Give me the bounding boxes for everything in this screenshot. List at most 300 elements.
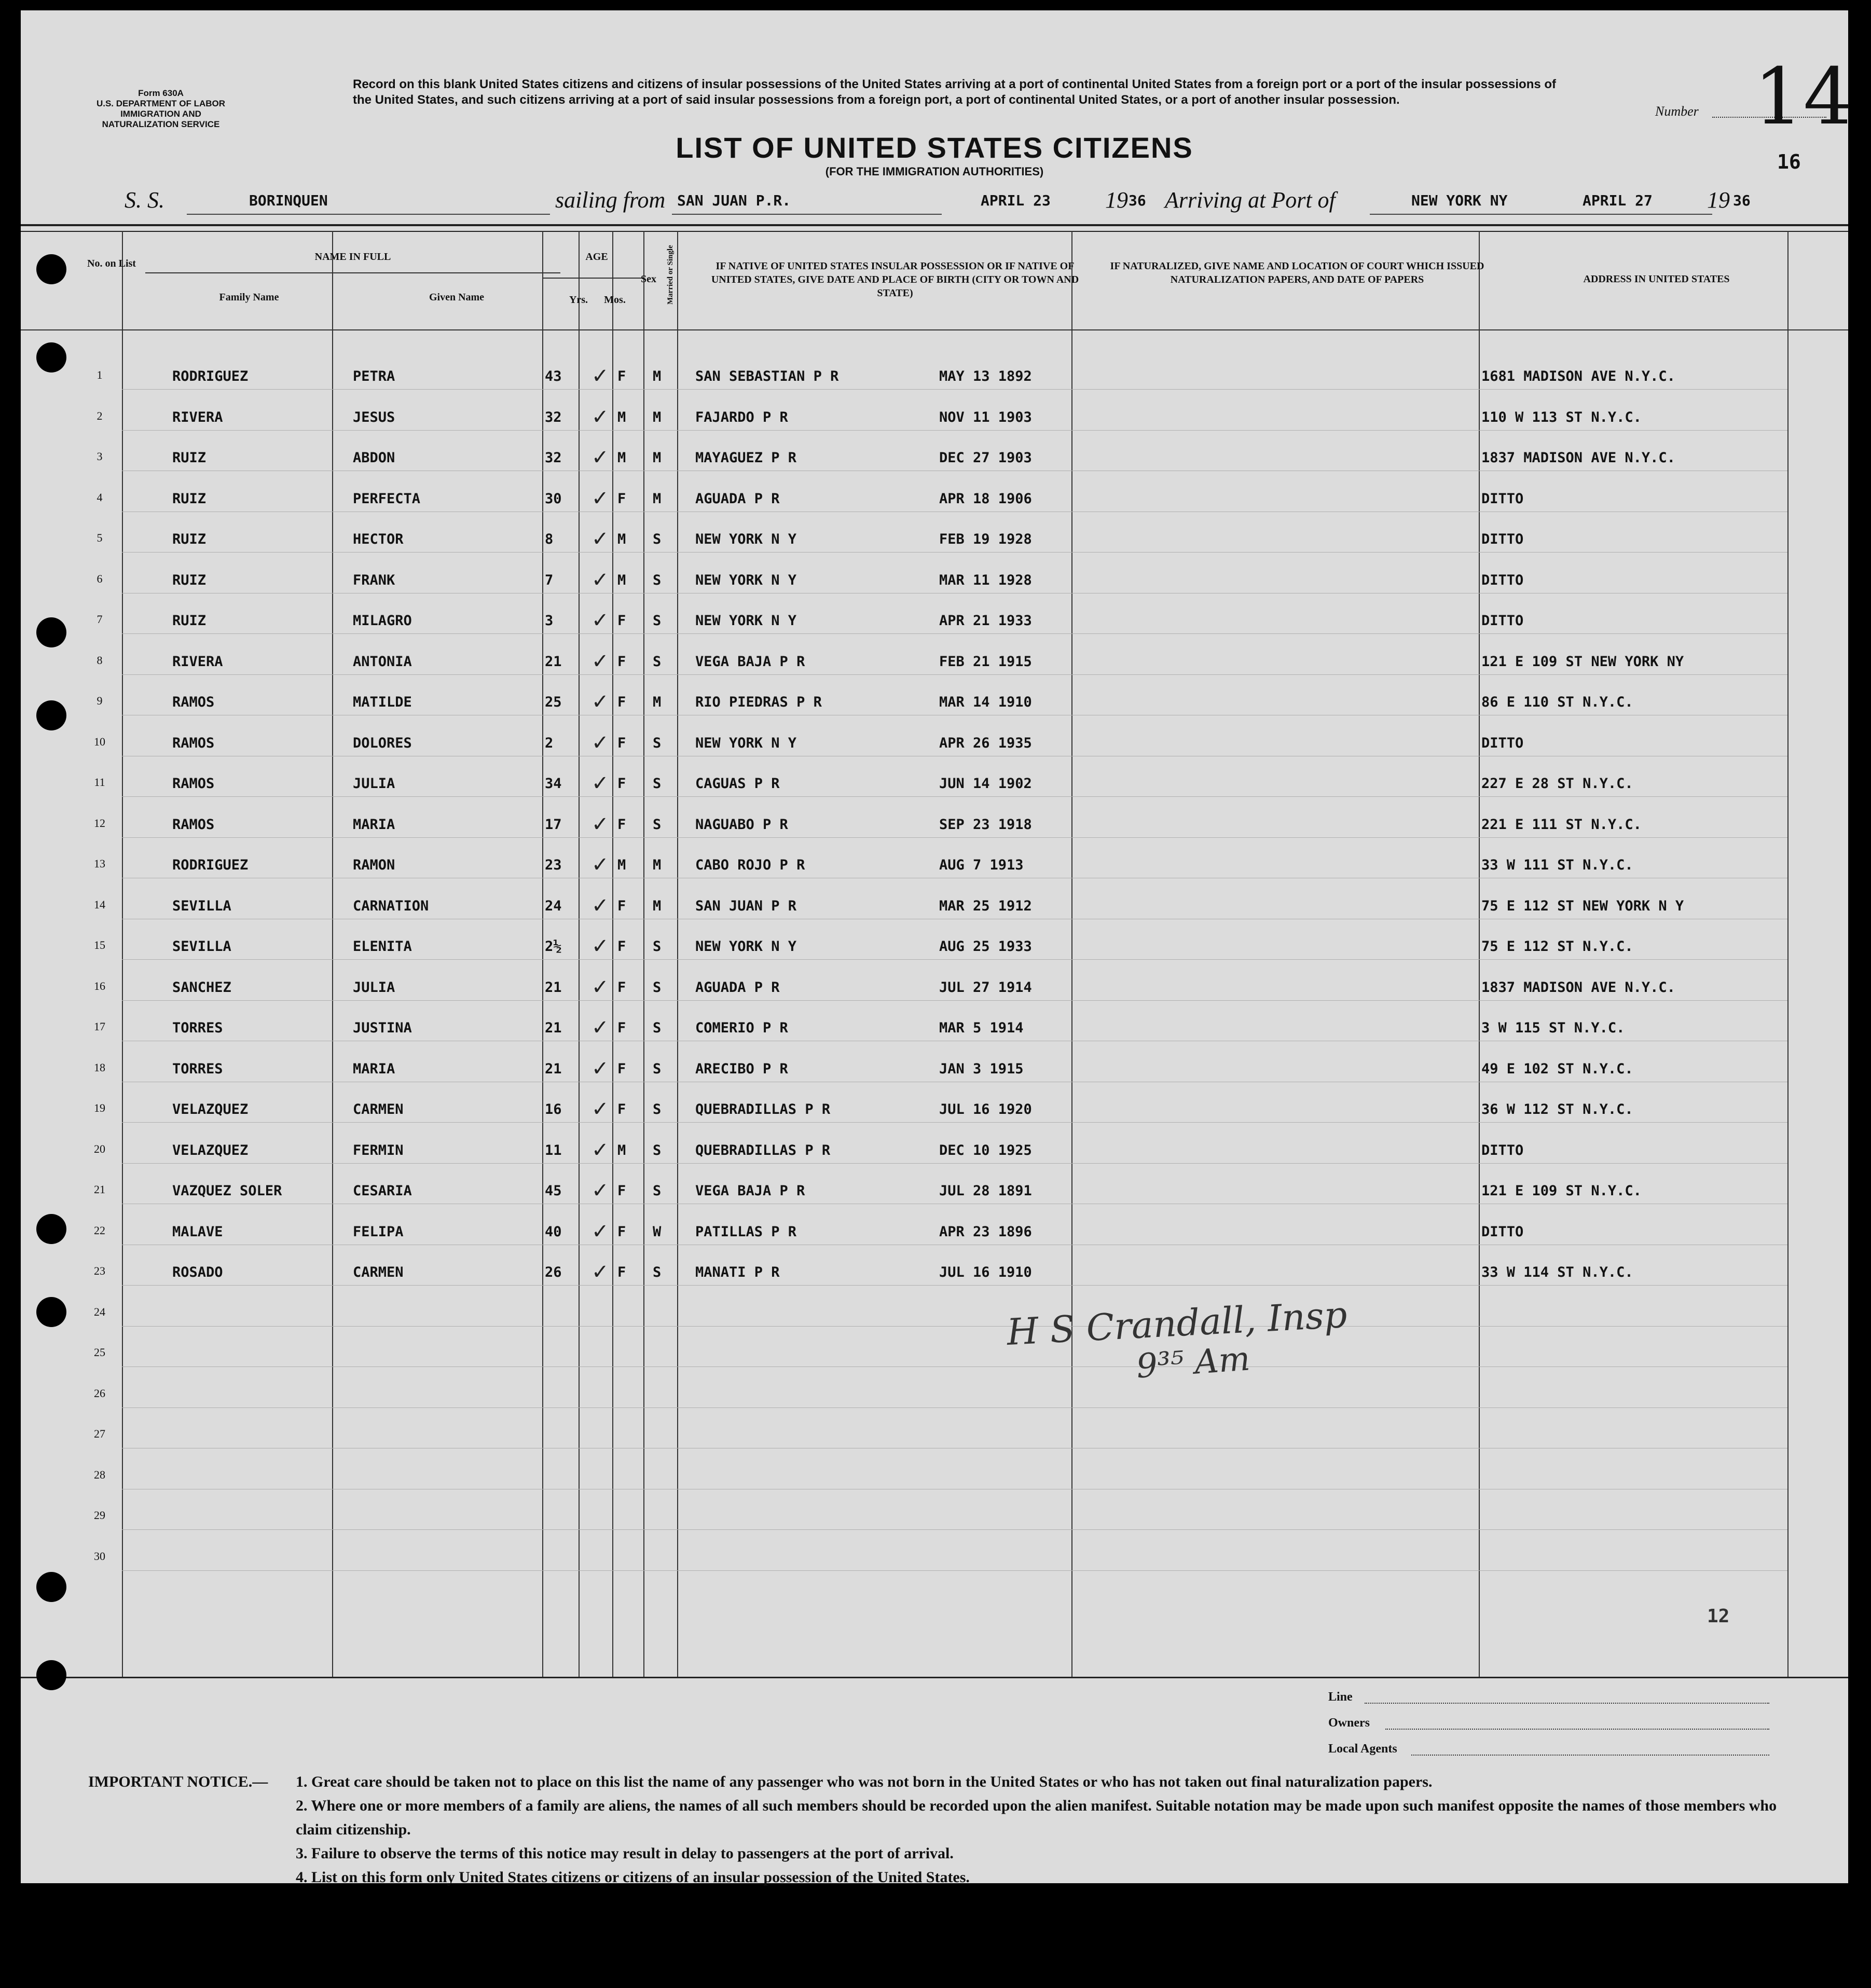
cell-sex: F xyxy=(617,938,626,955)
col-birth-header: IF NATIVE OF UNITED STATES INSULAR POSSESSION OR IF NATIVE OF UNITED STATES, GIVE DATE AND PLACE OF BIRTH (CITY OR TOWN AND STATE) xyxy=(711,260,1079,299)
check-mark: ✓ xyxy=(591,649,609,673)
service-line-1: IMMIGRATION AND xyxy=(120,109,201,119)
cell-sex: F xyxy=(617,1183,626,1199)
cell-date: SEP 23 1918 xyxy=(939,816,1032,833)
row-rule xyxy=(122,1366,1787,1367)
cell-ms: S xyxy=(653,1020,662,1036)
column-rule xyxy=(579,231,580,1678)
row-rule xyxy=(122,1570,1787,1571)
owners-field xyxy=(1385,1729,1769,1730)
notice-item-1: 1. Great care should be taken not to place on this list the name of any passenger who was not born in the United States or who has not taken out final naturalization papers. xyxy=(296,1773,1433,1790)
cell-address: DITTO xyxy=(1481,1223,1524,1240)
cell-given: ELENITA xyxy=(353,938,412,955)
cell-age: 23 xyxy=(545,857,562,873)
cell-address: 121 E 109 ST N.Y.C. xyxy=(1481,1183,1642,1199)
cell-sex: F xyxy=(617,1223,626,1240)
row-number: 23 xyxy=(94,1264,105,1277)
punch-hole xyxy=(36,1214,66,1244)
cell-place: NEW YORK N Y xyxy=(695,735,797,751)
column-rule xyxy=(1479,231,1480,1678)
cell-family: SEVILLA xyxy=(172,938,231,955)
arriving-label: Arriving at Port of xyxy=(1165,187,1336,213)
col-name-header: NAME IN FULL xyxy=(314,251,391,263)
column-rule xyxy=(643,231,644,1678)
check-mark: ✓ xyxy=(591,364,609,388)
row-number: 20 xyxy=(94,1142,105,1155)
cell-given: MARIA xyxy=(353,1060,395,1077)
cell-sex: M xyxy=(617,1142,626,1158)
cell-address: DITTO xyxy=(1481,735,1524,751)
cell-address: 227 E 28 ST N.Y.C. xyxy=(1481,776,1633,792)
cell-given: JULIA xyxy=(353,776,395,792)
row-rule xyxy=(122,1163,1787,1164)
cell-place: NEW YORK N Y xyxy=(695,613,797,629)
cell-age: 30 xyxy=(545,490,562,507)
cell-ms: S xyxy=(653,1101,662,1117)
owners-label: Owners xyxy=(1328,1716,1370,1730)
page-title: LIST OF UNITED STATES CITIZENS xyxy=(676,131,1193,164)
cell-place: MANATI P R xyxy=(695,1264,780,1280)
cell-sex: M xyxy=(617,857,626,873)
cell-given: CESARIA xyxy=(353,1183,412,1199)
row-number: 15 xyxy=(94,938,105,951)
cell-ms: S xyxy=(653,776,662,792)
cell-age: 2 xyxy=(545,735,554,751)
local-agents-field xyxy=(1411,1755,1769,1756)
cell-place: NEW YORK N Y xyxy=(695,531,797,547)
row-rule xyxy=(122,1407,1787,1408)
cell-ms: S xyxy=(653,1060,662,1077)
check-mark: ✓ xyxy=(591,934,609,958)
row-number: 19 xyxy=(94,1101,105,1114)
cell-address: 36 W 112 ST N.Y.C. xyxy=(1481,1101,1633,1117)
cell-ms: S xyxy=(653,653,662,670)
col-yrs-header: Yrs. xyxy=(569,294,588,306)
cell-family: RODRIGUEZ xyxy=(172,368,249,384)
cell-ms: S xyxy=(653,531,662,547)
row-number: 8 xyxy=(97,653,103,667)
cell-ms: M xyxy=(653,694,662,710)
notice-item-2: 2. Where one or more members of a family are aliens, the names of all such members should be recorded upon the alien manifest. Suitable notation may be made upon such manifest opposite the names of those members who claim citizenship. xyxy=(296,1797,1777,1838)
cell-ms: M xyxy=(653,490,662,507)
cell-date: MAR 25 1912 xyxy=(939,898,1032,914)
cell-age: 24 xyxy=(545,898,562,914)
cell-date: APR 23 1896 xyxy=(939,1223,1032,1240)
cell-sex: F xyxy=(617,776,626,792)
cell-age: 25 xyxy=(545,694,562,710)
col-given-header: Given Name xyxy=(429,292,485,303)
cell-age: 7 xyxy=(545,572,554,588)
cell-family: RAMOS xyxy=(172,694,215,710)
col-sex-header: Sex xyxy=(641,273,656,285)
row-number: 25 xyxy=(94,1346,105,1359)
notice-items xyxy=(296,1770,1800,1889)
cell-date: FEB 19 1928 xyxy=(939,531,1032,547)
check-mark: ✓ xyxy=(591,1056,609,1081)
arrival-date: APRIL 27 xyxy=(1583,192,1653,209)
row-rule xyxy=(122,1326,1787,1327)
arrival-port: NEW YORK NY xyxy=(1411,192,1508,209)
col-no-header: No. on List xyxy=(87,258,136,269)
cell-family: RUIZ xyxy=(172,490,207,507)
row-rule xyxy=(122,1285,1787,1286)
cell-place: ARECIBO P R xyxy=(695,1060,788,1077)
check-mark: ✓ xyxy=(591,1219,609,1244)
cell-date: AUG 25 1933 xyxy=(939,938,1032,955)
row-number: 28 xyxy=(94,1468,105,1481)
cell-date: AUG 7 1913 xyxy=(939,857,1024,873)
cell-sex: F xyxy=(617,1020,626,1036)
cell-date: NOV 11 1903 xyxy=(939,409,1032,425)
cell-sex: F xyxy=(617,816,626,833)
cell-address: DITTO xyxy=(1481,613,1524,629)
cell-family: MALAVE xyxy=(172,1223,223,1240)
cell-family: RUIZ xyxy=(172,531,207,547)
cell-address: 33 W 114 ST N.Y.C. xyxy=(1481,1264,1633,1280)
cell-date: DEC 27 1903 xyxy=(939,450,1032,466)
handwritten-number: 14 xyxy=(1754,52,1853,142)
row-number: 13 xyxy=(94,857,105,870)
check-mark: ✓ xyxy=(591,1097,609,1121)
row-number: 26 xyxy=(94,1386,105,1400)
cell-sex: F xyxy=(617,1264,626,1280)
row-number: 6 xyxy=(97,572,103,585)
cell-place: NEW YORK N Y xyxy=(695,572,797,588)
cell-address: 75 E 112 ST NEW YORK N Y xyxy=(1481,898,1684,914)
row-rule xyxy=(122,1529,1787,1530)
cell-sex: F xyxy=(617,368,626,384)
row-number: 12 xyxy=(94,816,105,830)
cell-given: MATILDE xyxy=(353,694,412,710)
row-rule xyxy=(122,430,1787,431)
cell-ms: M xyxy=(653,450,662,466)
cell-place: FAJARDO P R xyxy=(695,409,788,425)
cell-ms: S xyxy=(653,735,662,751)
cell-given: FERMIN xyxy=(353,1142,404,1158)
cell-age: 21 xyxy=(545,1020,562,1036)
cell-age: 40 xyxy=(545,1223,562,1240)
cell-given: RAMON xyxy=(353,857,395,873)
row-number: 10 xyxy=(94,735,105,748)
cell-sex: F xyxy=(617,694,626,710)
form-number: Form 630A xyxy=(138,88,184,98)
cell-family: RAMOS xyxy=(172,816,215,833)
column-rule xyxy=(612,231,613,1678)
cell-address: 1837 MADISON AVE N.Y.C. xyxy=(1481,450,1675,466)
cell-ms: S xyxy=(653,1264,662,1280)
punch-hole xyxy=(36,254,66,284)
cell-ms: M xyxy=(653,368,662,384)
cell-given: DOLORES xyxy=(353,735,412,751)
row-number: 1 xyxy=(97,368,103,381)
check-mark: ✓ xyxy=(591,1260,609,1284)
cell-family: RIVERA xyxy=(172,653,223,670)
col-address-header: ADDRESS IN UNITED STATES xyxy=(1583,273,1730,285)
cell-age: 2½ xyxy=(545,938,562,955)
cell-address: 49 E 102 ST N.Y.C. xyxy=(1481,1060,1633,1077)
cell-family: TORRES xyxy=(172,1020,223,1036)
cell-date: JAN 3 1915 xyxy=(939,1060,1024,1077)
cell-age: 32 xyxy=(545,450,562,466)
local-agents-label: Local Agents xyxy=(1328,1742,1397,1756)
col-age-header: AGE xyxy=(585,251,608,263)
cell-address: 121 E 109 ST NEW YORK NY xyxy=(1481,653,1684,670)
row-rule xyxy=(122,552,1787,553)
check-mark: ✓ xyxy=(591,1179,609,1203)
cell-given: MILAGRO xyxy=(353,613,412,629)
cell-date: MAR 5 1914 xyxy=(939,1020,1024,1036)
row-number: 3 xyxy=(97,450,103,463)
sailing-from-label: sailing from xyxy=(555,187,666,213)
cell-address: DITTO xyxy=(1481,572,1524,588)
row-number: 21 xyxy=(94,1183,105,1196)
corner-number: 12 xyxy=(1707,1606,1730,1627)
cell-ms: M xyxy=(653,409,662,425)
manifest-sheet xyxy=(21,10,1853,1886)
cell-age: 21 xyxy=(545,653,562,670)
column-rule xyxy=(1787,231,1789,1678)
cell-given: MARIA xyxy=(353,816,395,833)
cell-date: MAY 13 1892 xyxy=(939,368,1032,384)
cell-place: NAGUABO P R xyxy=(695,816,788,833)
row-number: 16 xyxy=(94,979,105,992)
cell-address: 86 E 110 ST N.Y.C. xyxy=(1481,694,1633,710)
cell-place: CAGUAS P R xyxy=(695,776,780,792)
cell-date: JUN 14 1902 xyxy=(939,776,1032,792)
cell-ms: S xyxy=(653,1142,662,1158)
cell-given: CARMEN xyxy=(353,1101,404,1117)
cell-place: AGUADA P R xyxy=(695,490,780,507)
cell-family: TORRES xyxy=(172,1060,223,1077)
check-mark: ✓ xyxy=(591,405,609,429)
line-field xyxy=(1365,1703,1769,1704)
cell-family: VELAZQUEZ xyxy=(172,1142,249,1158)
check-mark: ✓ xyxy=(591,812,609,836)
row-rule xyxy=(122,674,1787,675)
sailing-year-prefix: 19 xyxy=(1105,187,1128,213)
cell-family: SANCHEZ xyxy=(172,979,231,996)
cell-sex: F xyxy=(617,1060,626,1077)
cell-date: APR 21 1933 xyxy=(939,613,1032,629)
row-number: 27 xyxy=(94,1427,105,1440)
cell-age: 3 xyxy=(545,613,554,629)
cell-given: FRANK xyxy=(353,572,395,588)
cell-family: RIVERA xyxy=(172,409,223,425)
header-bottom-rule xyxy=(21,329,1848,330)
cell-date: FEB 21 1915 xyxy=(939,653,1032,670)
punch-hole xyxy=(36,342,66,372)
check-mark: ✓ xyxy=(591,893,609,918)
cell-sex: F xyxy=(617,979,626,996)
cell-family: VAZQUEZ SOLER xyxy=(172,1183,282,1199)
punch-hole xyxy=(36,617,66,647)
cell-place: SAN JUAN P R xyxy=(695,898,797,914)
cell-given: PETRA xyxy=(353,368,395,384)
col-naturalized-header: IF NATURALIZED, GIVE NAME AND LOCATION OF COURT WHICH ISSUED NATURALIZATION PAPERS, AND DATE OF PAPERS xyxy=(1110,260,1484,285)
cell-place: VEGA BAJA P R xyxy=(695,653,805,670)
cell-given: PERFECTA xyxy=(353,490,421,507)
cell-family: VELAZQUEZ xyxy=(172,1101,249,1117)
cell-age: 8 xyxy=(545,531,554,547)
record-instructions: Record on this blank United States citizens and citizens of insular possessions of the United States arriving at a port of continental United States from a foreign port or a port of the insular possessions of the United States, and such citizens arriving at a port of said insular possessions from a foreign port, a port of continental United States, or a port of another insular possession. xyxy=(353,77,1557,107)
cell-place: AGUADA P R xyxy=(695,979,780,996)
check-mark: ✓ xyxy=(591,446,609,470)
row-rule xyxy=(122,1000,1787,1001)
check-mark: ✓ xyxy=(591,771,609,795)
row-rule xyxy=(122,796,1787,797)
cell-given: HECTOR xyxy=(353,531,404,547)
ss-label: S. S. xyxy=(125,187,164,213)
cell-sex: M xyxy=(617,409,626,425)
cell-ms: S xyxy=(653,613,662,629)
row-number: 5 xyxy=(97,531,103,544)
punch-hole xyxy=(36,1660,66,1690)
cell-place: CABO ROJO P R xyxy=(695,857,805,873)
cell-sex: F xyxy=(617,735,626,751)
cell-given: FELIPA xyxy=(353,1223,404,1240)
row-number: 7 xyxy=(97,613,103,626)
notice-item-4: 4. List on this form only United States citizens or citizens of an insular possession of the United States. xyxy=(296,1869,970,1886)
cell-address: DITTO xyxy=(1481,490,1524,507)
check-mark: ✓ xyxy=(591,609,609,632)
col-married-header: Married or Single xyxy=(666,245,675,305)
cell-place: PATILLAS P R xyxy=(695,1223,797,1240)
punch-hole xyxy=(36,1572,66,1602)
department-name: U.S. DEPARTMENT OF LABOR xyxy=(96,99,226,108)
cell-address: 3 W 115 ST N.Y.C. xyxy=(1481,1020,1625,1036)
arrival-year-prefix: 19 xyxy=(1707,187,1730,213)
row-number: 9 xyxy=(97,694,103,707)
cell-date: MAR 14 1910 xyxy=(939,694,1032,710)
cell-place: MAYAGUEZ P R xyxy=(695,450,797,466)
row-number: 22 xyxy=(94,1223,105,1237)
column-rule xyxy=(677,231,678,1678)
col-mos-header: Mos. xyxy=(604,294,626,306)
cell-family: RUIZ xyxy=(172,613,207,629)
cell-address: DITTO xyxy=(1481,1142,1524,1158)
punch-hole xyxy=(36,700,66,730)
cell-date: JUL 28 1891 xyxy=(939,1183,1032,1199)
cell-ms: S xyxy=(653,979,662,996)
cell-given: CARMEN xyxy=(353,1264,404,1280)
cell-place: RIO PIEDRAS P R xyxy=(695,694,822,710)
row-number: 18 xyxy=(94,1060,105,1074)
cell-family: RUIZ xyxy=(172,572,207,588)
cell-date: APR 26 1935 xyxy=(939,735,1032,751)
cell-address: 1681 MADISON AVE N.Y.C. xyxy=(1481,368,1675,384)
cell-age: 26 xyxy=(545,1264,562,1280)
cell-date: JUL 16 1910 xyxy=(939,1264,1032,1280)
punch-hole xyxy=(36,1297,66,1327)
column-rule xyxy=(542,231,543,1678)
cell-age: 32 xyxy=(545,409,562,425)
cell-given: JULIA xyxy=(353,979,395,996)
cell-sex: M xyxy=(617,572,626,588)
table-bottom-rule xyxy=(21,1677,1848,1678)
cell-given: ANTONIA xyxy=(353,653,412,670)
cell-ms: M xyxy=(653,898,662,914)
row-number: 14 xyxy=(94,898,105,911)
cell-family: RUIZ xyxy=(172,450,207,466)
cell-date: MAR 11 1928 xyxy=(939,572,1032,588)
service-line-2: NATURALIZATION SERVICE xyxy=(102,119,220,129)
cell-age: 17 xyxy=(545,816,562,833)
row-number: 4 xyxy=(97,490,103,504)
cell-place: QUEBRADILLAS P R xyxy=(695,1142,831,1158)
row-number: 29 xyxy=(94,1509,105,1522)
check-mark: ✓ xyxy=(591,568,609,592)
cell-age: 21 xyxy=(545,979,562,996)
cell-address: DITTO xyxy=(1481,531,1524,547)
cell-place: NEW YORK N Y xyxy=(695,938,797,955)
arrival-year: 36 xyxy=(1733,192,1751,209)
cell-given: CARNATION xyxy=(353,898,429,914)
header-subrule xyxy=(542,278,643,279)
cell-address: 1837 MADISON AVE N.Y.C. xyxy=(1481,979,1675,996)
cell-given: JUSTINA xyxy=(353,1020,412,1036)
cell-family: SEVILLA xyxy=(172,898,231,914)
cell-address: 110 W 113 ST N.Y.C. xyxy=(1481,409,1642,425)
row-number: 24 xyxy=(94,1305,105,1318)
check-mark: ✓ xyxy=(591,853,609,877)
cell-place: SAN SEBASTIAN P R xyxy=(695,368,839,384)
cell-place: QUEBRADILLAS P R xyxy=(695,1101,831,1117)
cell-address: 75 E 112 ST N.Y.C. xyxy=(1481,938,1633,955)
cell-family: RODRIGUEZ xyxy=(172,857,249,873)
cell-age: 21 xyxy=(545,1060,562,1077)
check-mark: ✓ xyxy=(591,730,609,755)
cell-age: 43 xyxy=(545,368,562,384)
notice-item-3: 3. Failure to observe the terms of this notice may result in delay to passengers at the port of arrival. xyxy=(296,1845,954,1862)
row-rule xyxy=(122,837,1787,838)
col-family-header: Family Name xyxy=(219,292,279,303)
number-label: Number xyxy=(1655,104,1699,119)
ship-name: BORINQUEN xyxy=(249,192,328,209)
cell-ms: M xyxy=(653,857,662,873)
cell-given: ABDON xyxy=(353,450,395,466)
cell-given: JESUS xyxy=(353,409,395,425)
row-number: 11 xyxy=(94,776,105,789)
row-rule xyxy=(122,389,1787,390)
cell-ms: S xyxy=(653,938,662,955)
row-rule xyxy=(122,1122,1787,1123)
page-subtitle: (FOR THE IMMIGRATION AUTHORITIES) xyxy=(825,165,1044,178)
cell-sex: M xyxy=(617,450,626,466)
cell-family: RAMOS xyxy=(172,776,215,792)
inspector-signature: H S Crandall, Insp xyxy=(1006,1293,1349,1354)
row-rule xyxy=(122,633,1787,634)
inspection-time: 9³⁵ Am xyxy=(1135,1340,1251,1386)
check-mark: ✓ xyxy=(591,486,609,510)
check-mark: ✓ xyxy=(591,527,609,551)
cell-date: JUL 16 1920 xyxy=(939,1101,1032,1117)
cell-place: VEGA BAJA P R xyxy=(695,1183,805,1199)
sailing-from-port: SAN JUAN P.R. xyxy=(677,192,791,209)
row-number: 2 xyxy=(97,409,103,422)
cell-ms: S xyxy=(653,816,662,833)
check-mark: ✓ xyxy=(591,690,609,714)
cell-age: 45 xyxy=(545,1183,562,1199)
cell-sex: M xyxy=(617,531,626,547)
cell-sex: F xyxy=(617,898,626,914)
cell-ms: W xyxy=(653,1223,662,1240)
cell-sex: F xyxy=(617,653,626,670)
cell-sex: F xyxy=(617,1101,626,1117)
column-rule xyxy=(1071,231,1072,1678)
header-subrule xyxy=(145,272,560,273)
cell-age: 16 xyxy=(545,1101,562,1117)
cell-date: DEC 10 1925 xyxy=(939,1142,1032,1158)
